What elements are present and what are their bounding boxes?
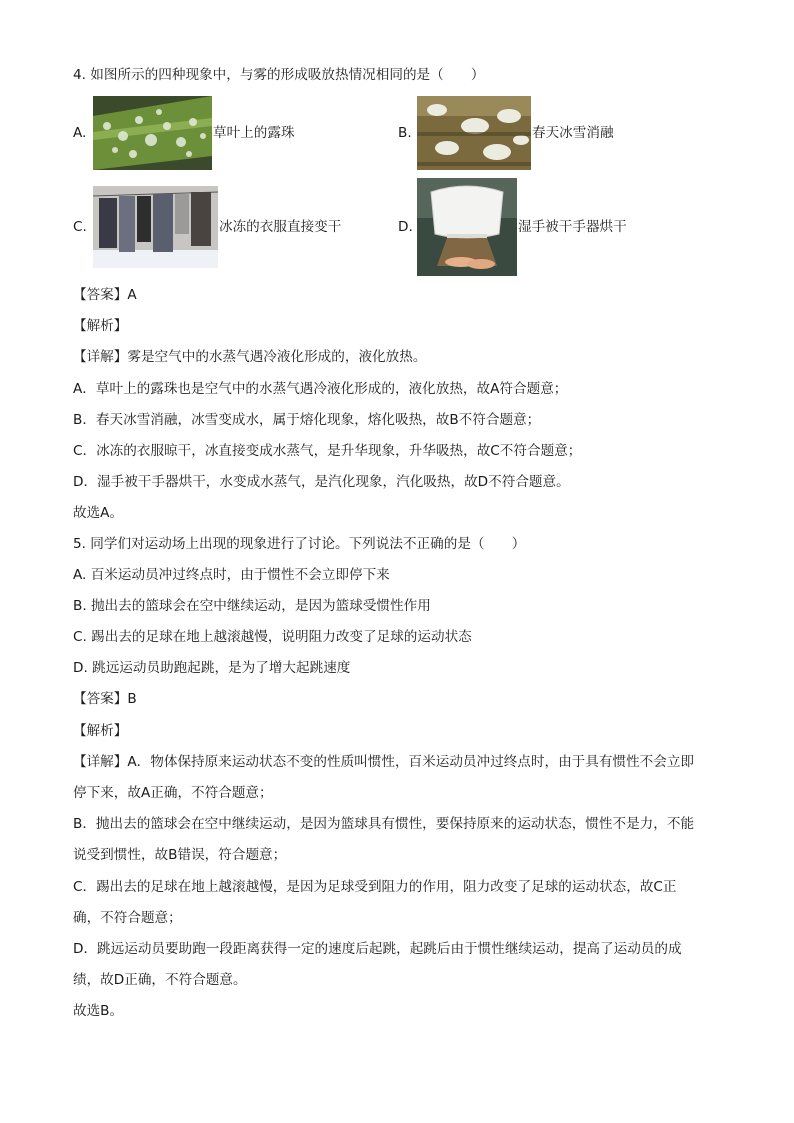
q5-analysis-heading: 【解析】 [73,723,128,739]
q4-option-c-text: 冰冻的衣服直接变干 [219,219,342,235]
q5-option-c: C. 踢出去的足球在地上越滚越慢，说明阻力改变了足球的运动状态 [73,629,472,645]
dew-on-leaf-image [93,96,212,170]
q4-option-a-text: 草叶上的露珠 [213,125,295,141]
q5-detail-line: 【详解】A．物体保持原来运动状态不变的性质叫惯性，百米运动员冲过终点时，由于具有惯性不会立即 [73,754,695,770]
q4-detail-line: D．湿手被干手器烘干，水变成水蒸气，是汽化现象，汽化吸热，故D不符合题意。 [73,474,570,490]
q4-detail-line: A．草叶上的露珠也是空气中的水蒸气遇冷液化形成的，液化放热，故A符合题意； [73,381,568,397]
q4-detail-line: B．春天冰雪消融，冰雪变成水，属于熔化现象，熔化吸热，故B不符合题意； [73,412,541,428]
q4-stem: 4. 如图所示的四种现象中，与雾的形成吸放热情况相同的是（ ） [73,67,485,83]
q5-detail-line: 确，不符合题意； [73,910,182,926]
q5-detail-line: 说受到惯性，故B错误，符合题意； [73,847,287,863]
q4-analysis-heading: 【解析】 [73,318,128,334]
hand-dryer-image [417,178,517,276]
frozen-clothes-image [93,186,218,268]
q4-detail-line: 【详解】雾是空气中的水蒸气遇冷液化形成的，液化放热。 [73,349,427,365]
q5-detail-line: 故选B。 [73,1003,124,1019]
q4-option-d-text: 湿手被干手器烘干 [518,219,627,235]
melting-ice-image [417,96,531,170]
q5-option-b: B. 抛出去的篮球会在空中继续运动，是因为篮球受惯性作用 [73,598,431,614]
q5-answer: 【答案】B [73,691,137,707]
q4-option-b-label: B. [398,125,412,141]
q4-option-c-label: C. [73,219,87,235]
q4-option-d-label: D. [398,219,413,235]
q5-option-a: A. 百米运动员冲过终点时，由于惯性不会立即停下来 [73,567,390,583]
q5-stem: 5. 同学们对运动场上出现的现象进行了讨论。下列说法不正确的是（ ） [73,536,526,552]
q4-detail-line: C．冰冻的衣服晾干，冰直接变成水蒸气，是升华现象，升华吸热，故C不符合题意； [73,443,582,459]
q5-detail-line: 绩，故D正确，不符合题意。 [73,972,247,988]
q5-detail-line: 停下来，故A正确，不符合题意； [73,785,273,801]
q4-detail-line: 故选A。 [73,505,124,521]
q5-detail-line: B．抛出去的篮球会在空中继续运动，是因为篮球具有惯性，要保持原来的运动状态，惯性不是力，不能 [73,816,695,832]
q5-detail-line: C．踢出去的足球在地上越滚越慢，是因为足球受到阻力的作用，阻力改变了足球的运动状态，故C正 [73,879,677,895]
q5-option-d: D. 跳远运动员助跑起跳，是为了增大起跳速度 [73,660,351,676]
q4-answer: 【答案】A [73,287,137,303]
q4-option-a-label: A. [73,125,87,141]
q4-option-b-text: 春天冰雪消融 [532,125,614,141]
q5-detail-line: D．跳远运动员要助跑一段距离获得一定的速度后起跳，起跳后由于惯性继续运动，提高了运动员的成 [73,941,682,957]
